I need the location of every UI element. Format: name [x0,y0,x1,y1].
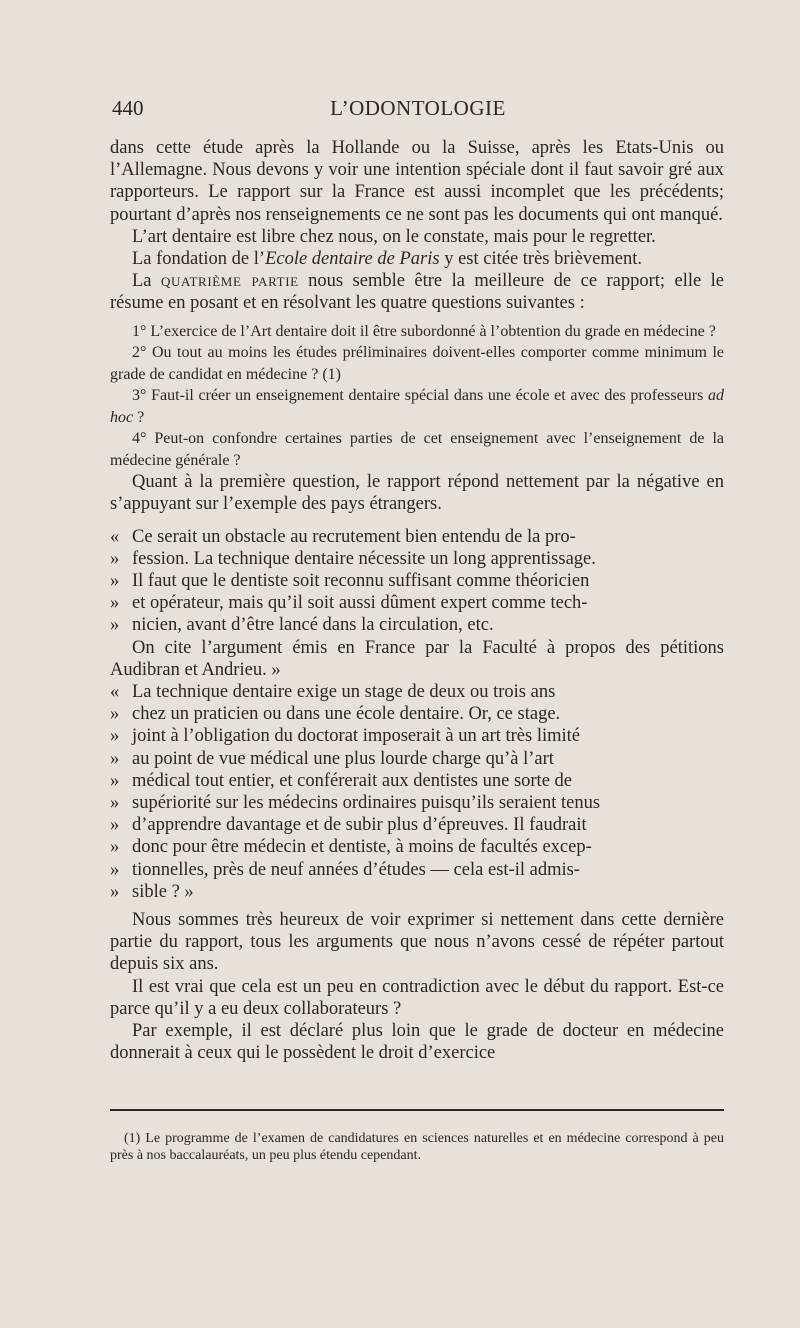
quote-line [110,592,724,614]
paragraph-4 [110,270,724,314]
paragraph-4-first-word: La [132,271,152,292]
quote-line [110,703,724,725]
quote-mark: « [110,526,120,547]
quote-mark: » [110,748,120,769]
quote-line [110,859,724,881]
quote-line [110,614,724,636]
quote-line [110,681,724,703]
quote-text: nicien, avant d’être lancé dans la circulation, etc. [132,615,494,636]
question-2: 2° Ou tout au moins les études préliminaires doivent-elles comporter comme minimum le grade de candidat en médecine ? (1) [110,344,724,383]
quote-line [110,770,724,792]
quote-text: supériorité sur les médecins ordinaires puisqu’ils seraient tenus [132,792,601,813]
paragraph-9: Par exemple, il est déclaré plus loin que le grade de docteur en médecine donnerait à ceux qui le possèdent le droit d’exercice [110,1021,724,1064]
quote-line [110,792,724,814]
section-label: quatrième partie [160,271,299,292]
question-3-text: 3° Faut-il créer un enseignement dentaire spécial dans une école et avec des professeurs [132,387,708,405]
question-3 [110,385,724,428]
quote-line [110,836,724,858]
paragraph-4-rest: nous semble être la meilleure de ce rapport; elle le résume en posant et en résolvant les quatre questions suivantes : [110,271,725,314]
quote-text: Il faut que le dentiste soit reconnu suffisant comme théoricien [132,570,590,591]
quote-line [110,748,724,770]
quote-text: d’apprendre davantage et de subir plus d’épreuves. Il faudrait [132,815,587,836]
quote-text: et opérateur, mais qu’il soit aussi dûment expert comme tech- [132,593,588,614]
quote-text: au point de vue médical une plus lourde charge qu’à l’art [132,748,554,769]
quote-mark: » [110,704,120,725]
paragraph-3-text: La fondation de l’ [132,249,266,270]
paragraph-3-rest: y est citée très brièvement. [439,249,642,270]
page-body [110,137,724,1064]
quote-mark: » [110,615,120,636]
quote-mark: « [110,681,120,702]
question-3-end: ? [133,408,145,426]
school-name: Ecole dentaire de Paris [265,249,440,270]
quote-text: sible ? » [132,881,194,902]
paragraph-3 [110,248,724,270]
question-4: 4° Peut-on confondre certaines parties de cet enseignement avec l’enseignement de la médecine générale ? [110,430,724,469]
quote-line [110,814,724,836]
page-header [112,96,724,126]
quote-text: joint à l’obligation du doctorat imposerait à un art très limité [132,726,581,747]
running-title: L’ODONTOLOGIE [330,96,506,120]
quote-text: donc pour être médecin et dentiste, à moins de facultés excep- [132,837,592,858]
quote-mark: » [110,859,120,880]
question-1: 1° L’exercice de l’Art dentaire doit il être subordonné à l’obtention du grade en médecine ? [132,322,716,340]
paragraph-6: On cite l’argument émis en France par la Faculté à propos des pétitions Audibran et Andrieu. » [110,637,724,680]
quote-mark: » [110,770,120,791]
quote-mark: » [110,792,120,813]
quotation-2 [110,681,724,903]
quote-text: tionnelles, près de neuf années d’études — cela est-il admis- [132,859,580,880]
quote-text: médical tout entier, et conférerait aux dentistes une sorte de [132,770,572,791]
paragraph-5: Quant à la première question, le rapport répond nettement par la négative en s’appuyant sur l’exemple des pays étrangers. [110,472,724,515]
quote-text: chez un praticien ou dans une école dentaire. Or, ce stage. [132,704,561,725]
question-3-latin: ad hoc [110,387,724,426]
quote-text: Ce serait un obstacle au recrutement bien entendu de la pro- [132,526,576,547]
quote-text: La technique dentaire exige un stage de deux ou trois ans [132,681,556,702]
page-number: 440 [112,96,144,120]
quote-mark: » [110,593,120,614]
quotation-1 [110,526,724,637]
quote-line [110,526,724,548]
quote-mark: » [110,570,120,591]
quote-mark: » [110,881,120,902]
paragraph-2: L’art dentaire est libre chez nous, on le constate, mais pour le regretter. [132,226,656,247]
quote-line [110,881,724,903]
quote-mark: » [110,837,120,858]
quote-mark: » [110,726,120,747]
quote-line [110,570,724,592]
quote-mark: » [110,815,120,836]
quote-text: fession. La technique dentaire nécessite un long apprentissage. [132,548,596,569]
quote-line [110,548,724,570]
footnote: (1) Le programme de l’examen de candidatures en sciences naturelles et en médecine correspond à peu près à nos baccalauréats, un peu plus étendu cependant. [110,1131,724,1163]
quote-line [110,725,724,747]
paragraph-7: Nous sommes très heureux de voir exprimer si nettement dans cette dernière partie du rapport, tous les arguments que nous n’avons cessé de répéter partout depuis six ans. [110,909,724,975]
footnote-rule [110,1109,724,1111]
paragraph-8: Il est vrai que cela est un peu en contradiction avec le début du rapport. Est-ce parce qu’il y a eu deux collaborateurs ? [110,976,724,1019]
paragraph-1: dans cette étude après la Hollande ou la Suisse, après les Etats-Unis ou l’Allemagne. Nous devons y voir une intention spéciale dont il faut savoir gré aux rapporteurs. Le rapport sur la France est aussi incomplet que les précédents; pourtant d’après nos renseignements ce ne sont pas les documents qui ont manqué. [110,138,724,225]
quote-mark: » [110,548,120,569]
